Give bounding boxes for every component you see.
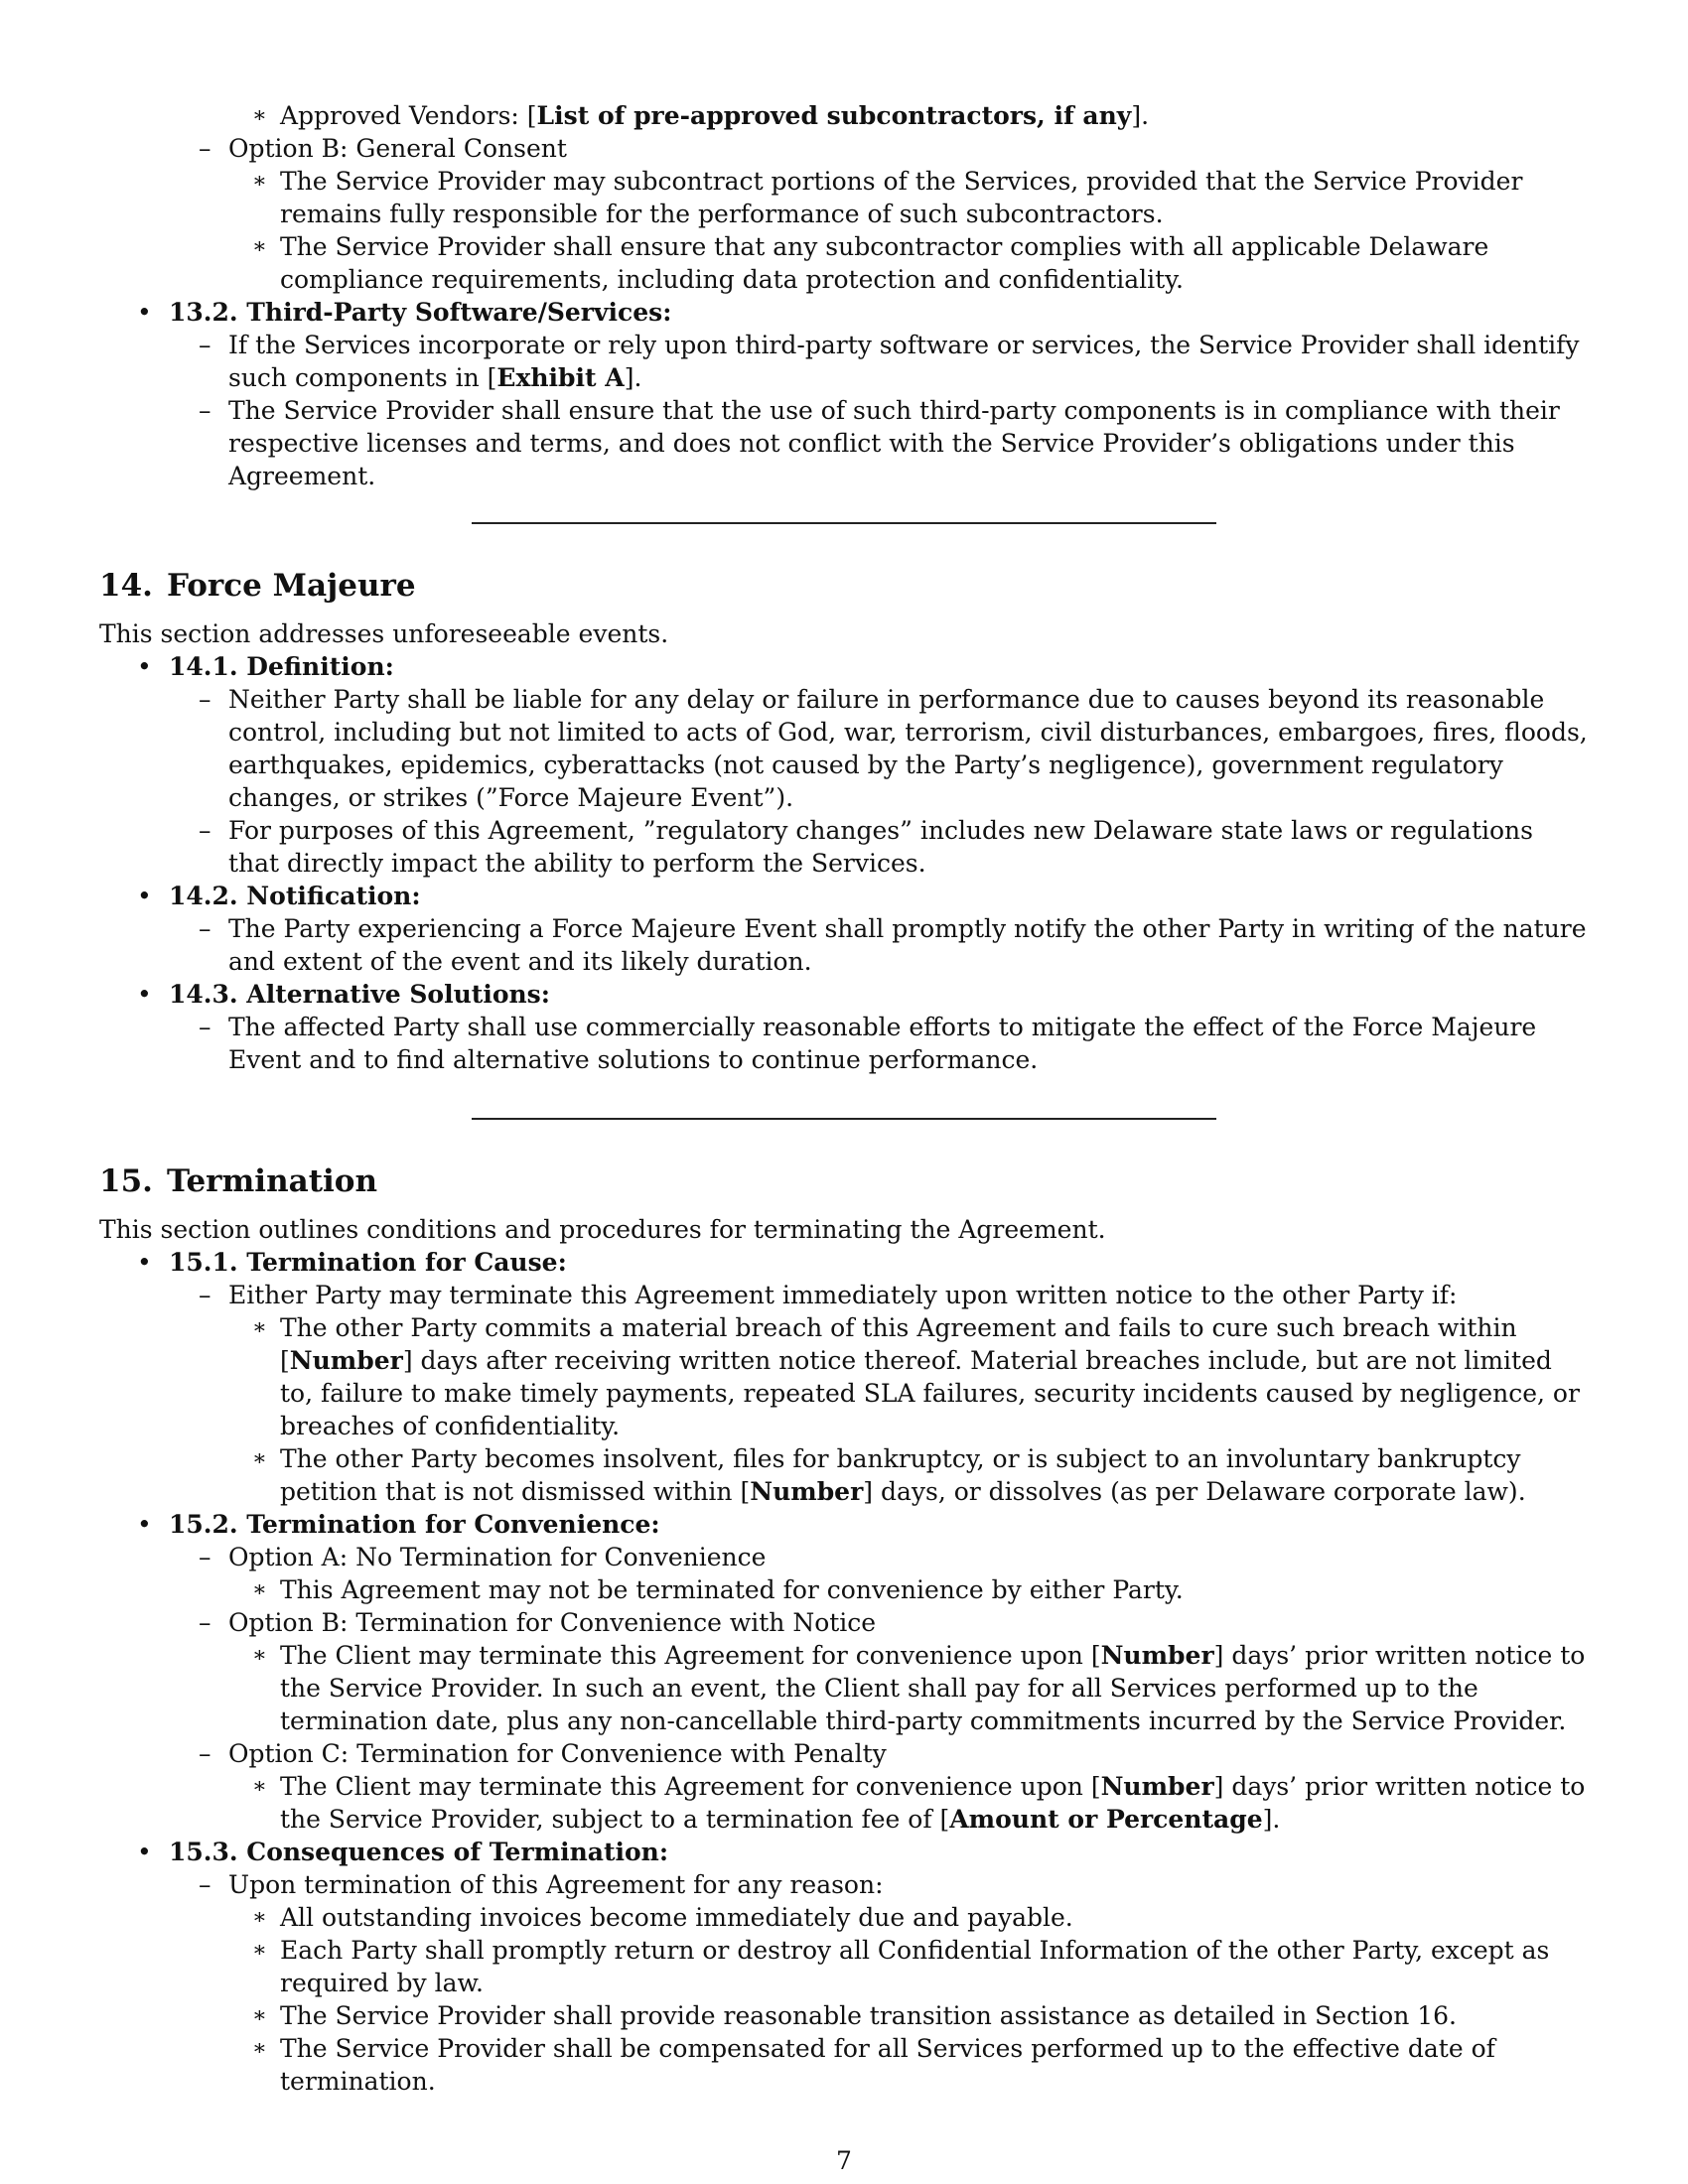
list-item: – The Party experiencing a Force Majeure Event shall promptly notify the other Party in writing of the nature and extent of the event and its likely duration. [199,914,1587,976]
list-item: ∗ The Service Provider shall ensure that any subcontractor complies with all applicable Delaware compliance requirements, including data protection and confidentiality. [252,232,1489,294]
section-intro: This section outlines conditions and procedures for terminating the Agreement. [99,1215,1106,1244]
list-item: – Either Party may terminate this Agreement immediately upon written notice to the other Party if: [199,1281,1458,1309]
list-item: – Upon termination of this Agreement for any reason: [199,1870,884,1899]
section-15-list [99,1246,1589,2098]
list-item: ∗ The Client may terminate this Agreement for convenience upon [Number] days’ prior written notice to the Service Provider, subject to a termination fee of [Amount or Percentage]. [252,1772,1586,1834]
section-intro: This section addresses unforeseeable events. [99,619,669,648]
list-item: ∗ Each Party shall promptly return or destroy all Confidential Information of the other Party, except as required by law. [252,1936,1550,1997]
section-divider [472,522,1216,524]
page-number: 7 [836,2146,852,2175]
list-item: – Option B: Termination for Convenience with Notice [199,1608,877,1637]
list-item: – Neither Party shall be liable for any delay or failure in performance due to causes beyond its reasonable control, including but not limited to acts of God, war, terrorism, civil disturbances, embargoes, fires, floods, earthquakes, epidemics, cyberattacks (not caused by the Party’s negligence), government regulatory changes, or strikes (”Force Majeure Event”). [199,685,1588,812]
section-14-list [99,650,1589,1076]
list-item: – If the Services incorporate or rely upon third-party software or services, the Service Provider shall identify such components in [Exhibit A]. [199,331,1580,392]
list-item: ∗ The Service Provider may subcontract portions of the Services, provided that the Service Provider remains fully responsible for the performance of such subcontractors. [252,167,1523,228]
list-item: – The Service Provider shall ensure that the use of such third-party components is in compliance with their respective licenses and terms, and does not conflict with the Service Provider’s obligations under this Agreement. [199,396,1560,490]
list-item: – Option C: Termination for Convenience with Penalty [199,1739,887,1768]
list-item: ∗ All outstanding invoices become immediately due and payable. [252,1903,1073,1932]
list-item: – The affected Party shall use commercially reasonable efforts to mitigate the effect of the Force Majeure Event and to find alternative solutions to continue performance. [199,1013,1537,1074]
page-content [99,99,1589,2098]
section-heading-14: 14. Force Majeure [99,568,416,604]
list-item: – Option A: No Termination for Convenience [199,1543,767,1571]
carryover-list [99,99,1589,492]
list-item: ∗ The Client may terminate this Agreement for convenience upon [Number] days’ prior written notice to the Service Provider. In such an event, the Client shall pay for all Services performed up to the termination date, plus any non-cancellable third-party commitments incurred by the Service Provider. [252,1641,1586,1735]
list-item: • 14.1. Definition: [137,652,394,681]
list-item: – For purposes of this Agreement, ”regulatory changes” includes new Delaware state laws or regulations that directly impact the ability to perform the Services. [199,816,1533,878]
list-item: ∗ The other Party commits a material breach of this Agreement and fails to cure such breach within [Number] days after receiving written notice thereof. Material breaches include, but are not limited to, failure to make timely payments, repeated SLA failures, security incidents caused by negligence, or breaches of confidentiality. [252,1313,1580,1440]
list-item: • 15.3. Consequences of Termination: [137,1838,669,1866]
section-divider [472,1118,1216,1120]
list-item: – Option B: General Consent [199,134,567,163]
list-item: • 15.2. Termination for Convenience: [137,1510,660,1539]
list-item: ∗ This Agreement may not be terminated for convenience by either Party. [252,1575,1184,1604]
list-item: ∗ The Service Provider shall provide reasonable transition assistance as detailed in Section 16. [252,2001,1457,2030]
list-item: ∗ The Service Provider shall be compensated for all Services performed up to the effective date of termination. [252,2034,1495,2096]
list-item: • 14.2. Notification: [137,882,421,910]
list-item: • 13.2. Third-Party Software/Services: [137,298,672,327]
list-item: ∗ Approved Vendors: [List of pre-approved subcontractors, if any]. [252,101,1150,130]
list-item: • 14.3. Alternative Solutions: [137,980,550,1009]
list-item: • 15.1. Termination for Cause: [137,1248,567,1277]
list-item: ∗ The other Party becomes insolvent, files for bankruptcy, or is subject to an involuntary bankruptcy petition that is not dismissed within [Number] days, or dissolves (as per Delaware corporate law). [252,1444,1526,1506]
section-heading-15: 15. Termination [99,1163,378,1199]
